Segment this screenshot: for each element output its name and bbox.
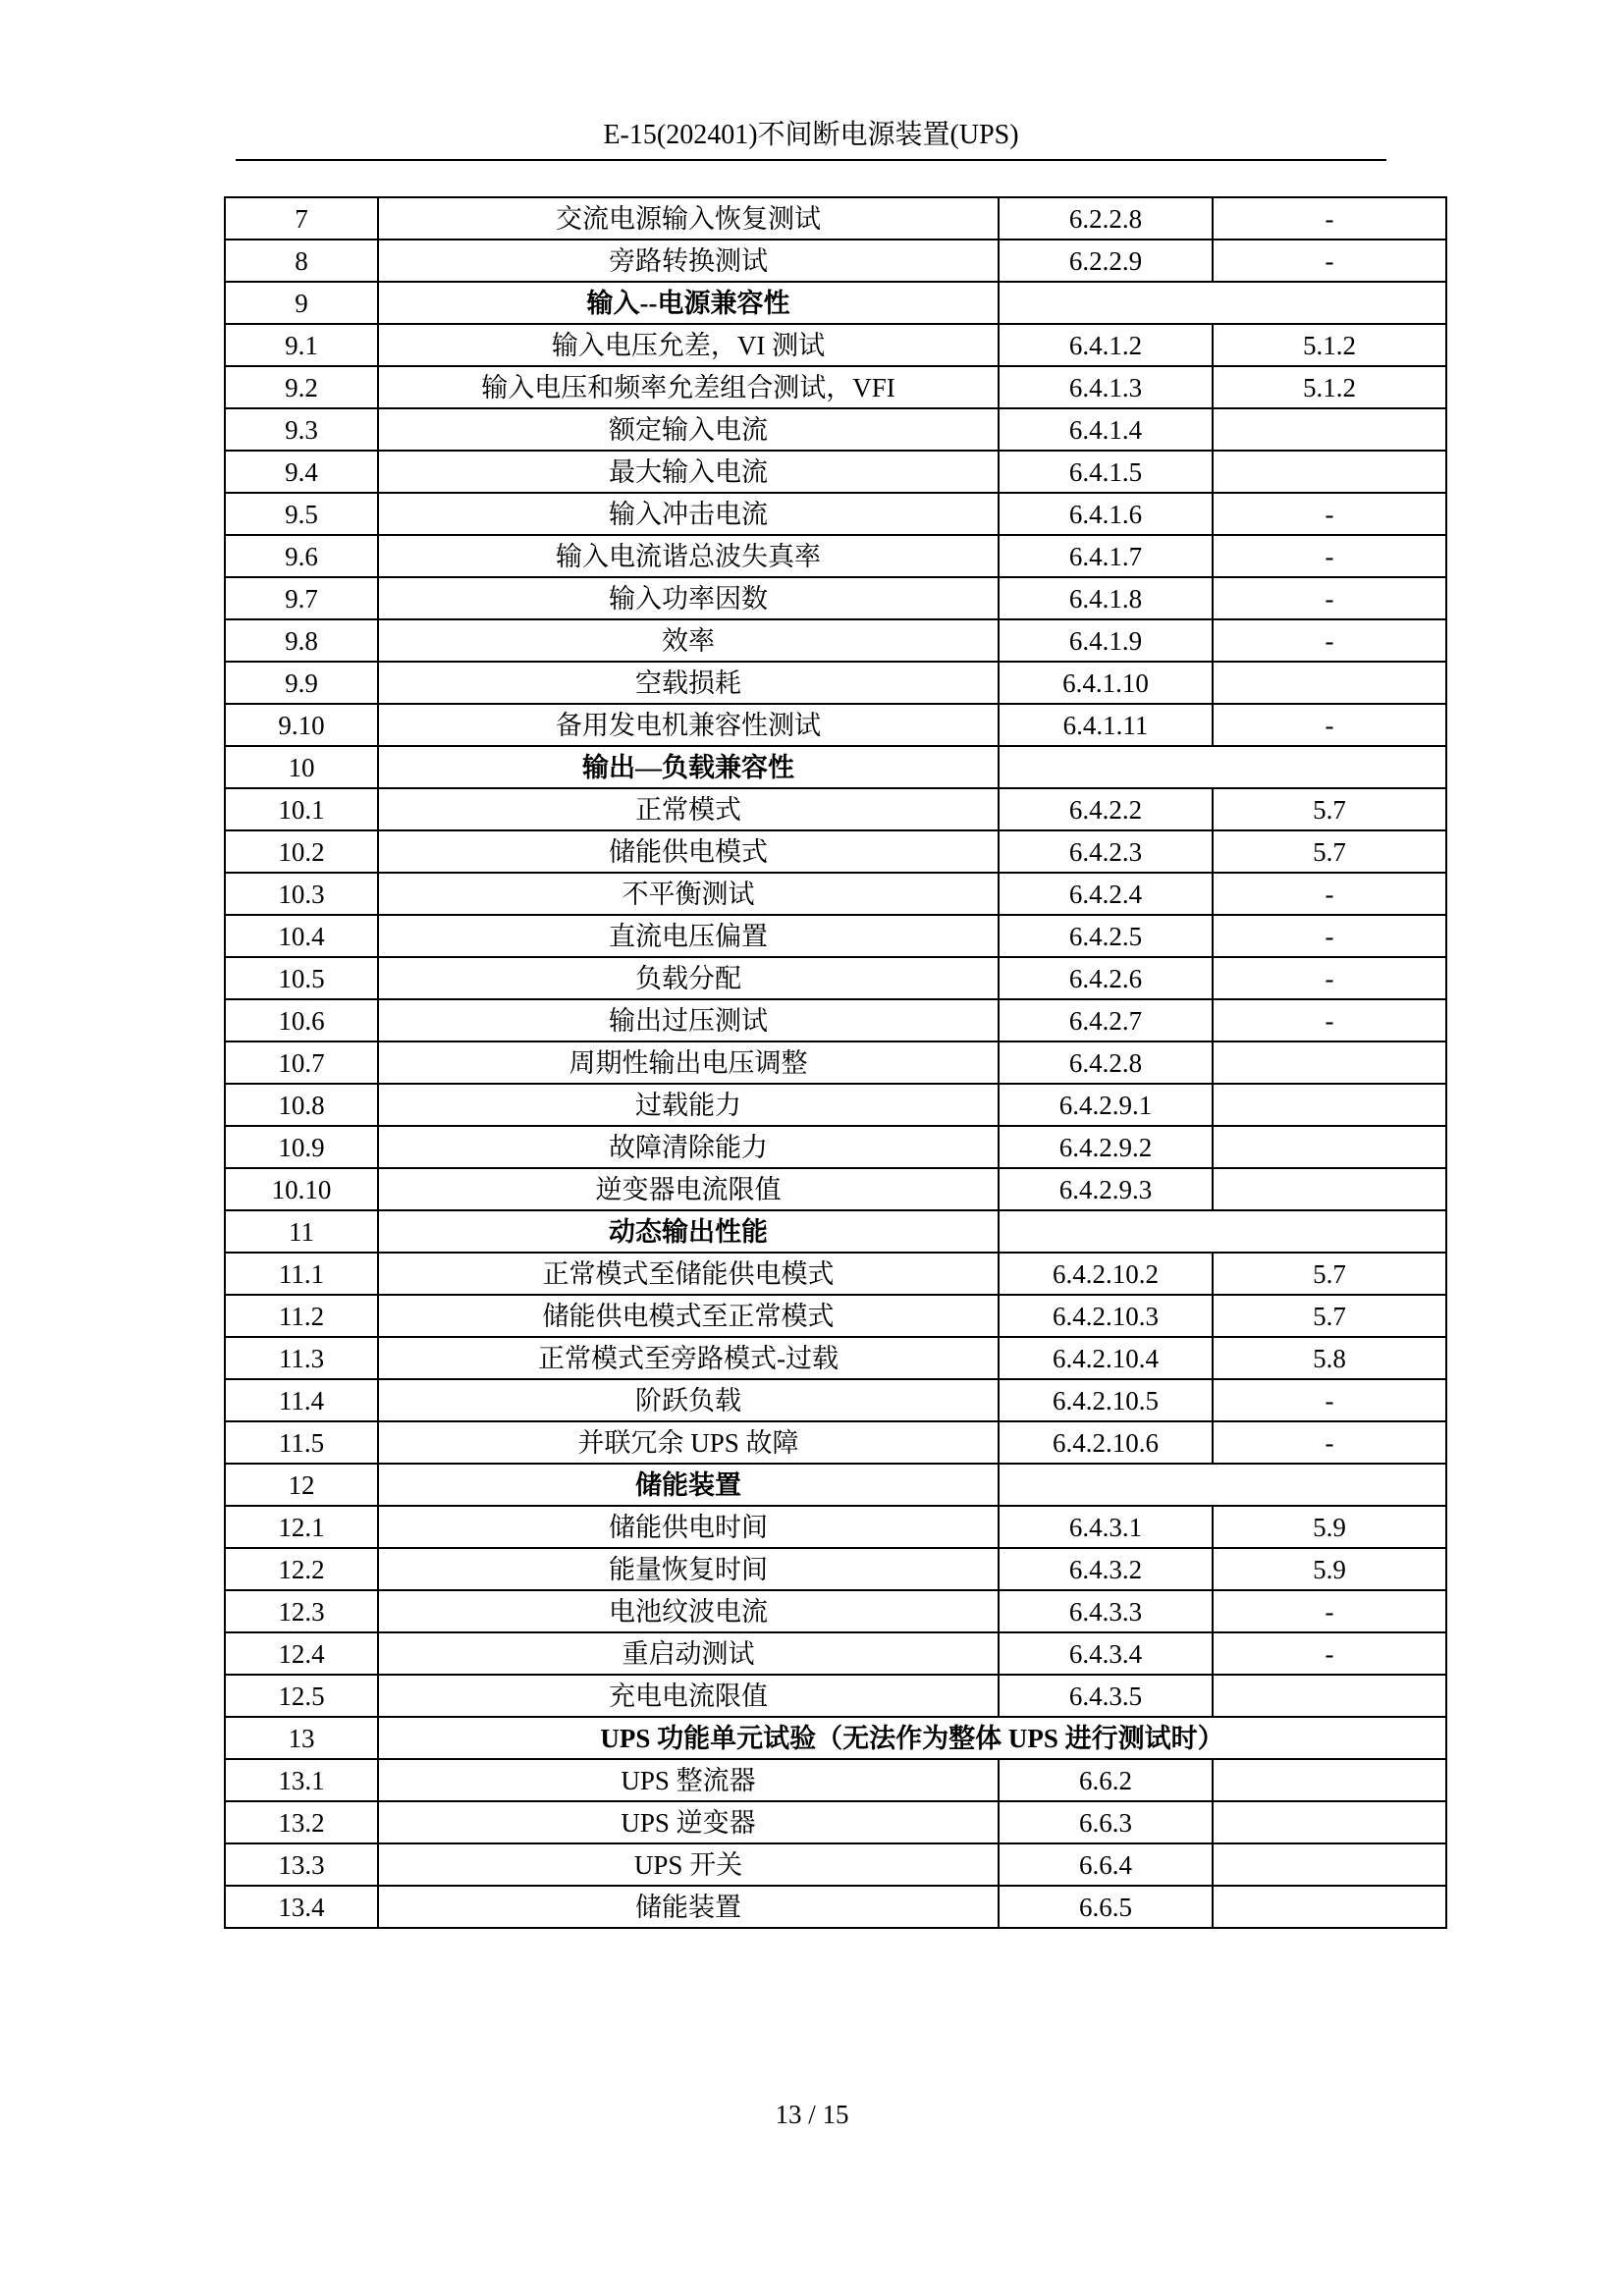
header-divider bbox=[236, 159, 1386, 161]
item-name-cell: 充电电流限值 bbox=[378, 1675, 999, 1717]
reference-cell: - bbox=[1213, 957, 1446, 999]
item-name-cell: 交流电源输入恢复测试 bbox=[378, 197, 999, 240]
reference-cell bbox=[1213, 1886, 1446, 1928]
item-number-cell: 10.5 bbox=[225, 957, 378, 999]
item-number-cell: 10.7 bbox=[225, 1041, 378, 1084]
table-row bbox=[225, 1506, 1446, 1548]
section-title-cell: 储能装置 bbox=[378, 1464, 999, 1506]
item-name-cell: 正常模式至旁路模式-过载 bbox=[378, 1337, 999, 1379]
item-number-cell: 7 bbox=[225, 197, 378, 240]
clause-cell: 6.6.5 bbox=[999, 1886, 1213, 1928]
item-name-cell: 效率 bbox=[378, 619, 999, 662]
item-number-cell: 12 bbox=[225, 1464, 378, 1506]
item-number-cell: 12.3 bbox=[225, 1590, 378, 1632]
item-name-cell: 储能供电模式 bbox=[378, 830, 999, 873]
clause-cell: 6.4.1.8 bbox=[999, 577, 1213, 619]
table-row bbox=[225, 830, 1446, 873]
reference-cell: 5.7 bbox=[1213, 1295, 1446, 1337]
item-number-cell: 13.3 bbox=[225, 1843, 378, 1886]
table-row bbox=[225, 999, 1446, 1041]
table-row bbox=[225, 493, 1446, 535]
item-name-cell: 直流电压偏置 bbox=[378, 915, 999, 957]
item-number-cell: 9.7 bbox=[225, 577, 378, 619]
section-blank-cell bbox=[999, 1210, 1446, 1253]
item-number-cell: 12.2 bbox=[225, 1548, 378, 1590]
item-name-cell: 电池纹波电流 bbox=[378, 1590, 999, 1632]
item-name-cell: 输出过压测试 bbox=[378, 999, 999, 1041]
table-row bbox=[225, 619, 1446, 662]
reference-cell: - bbox=[1213, 1632, 1446, 1675]
clause-cell: 6.4.1.7 bbox=[999, 535, 1213, 577]
item-number-cell: 10.6 bbox=[225, 999, 378, 1041]
item-number-cell: 13.1 bbox=[225, 1759, 378, 1801]
item-name-cell: 逆变器电流限值 bbox=[378, 1168, 999, 1210]
clause-cell: 6.2.2.9 bbox=[999, 240, 1213, 282]
section-title-cell: 输出—负载兼容性 bbox=[378, 746, 999, 788]
table-row bbox=[225, 1337, 1446, 1379]
reference-cell: - bbox=[1213, 619, 1446, 662]
item-number-cell: 9.9 bbox=[225, 662, 378, 704]
table-row bbox=[225, 873, 1446, 915]
item-name-cell: 过载能力 bbox=[378, 1084, 999, 1126]
clause-cell: 6.4.2.10.6 bbox=[999, 1421, 1213, 1464]
test-items-table bbox=[224, 196, 1447, 1929]
table-row bbox=[225, 1632, 1446, 1675]
item-name-cell: UPS 整流器 bbox=[378, 1759, 999, 1801]
table-row bbox=[225, 788, 1446, 830]
table-row bbox=[225, 704, 1446, 746]
section-blank-cell bbox=[999, 282, 1446, 324]
reference-cell: - bbox=[1213, 197, 1446, 240]
page-header-title: E-15(202401)不间断电源装置(UPS) bbox=[603, 120, 1019, 150]
table-row bbox=[225, 1801, 1446, 1843]
section-title-cell: 动态输出性能 bbox=[378, 1210, 999, 1253]
reference-cell: - bbox=[1213, 873, 1446, 915]
clause-cell: 6.4.1.4 bbox=[999, 408, 1213, 451]
item-number-cell: 11.3 bbox=[225, 1337, 378, 1379]
item-number-cell: 9.4 bbox=[225, 451, 378, 493]
reference-cell: - bbox=[1213, 1421, 1446, 1464]
item-number-cell: 8 bbox=[225, 240, 378, 282]
item-number-cell: 12.1 bbox=[225, 1506, 378, 1548]
table-section-row bbox=[225, 282, 1446, 324]
item-number-cell: 9.3 bbox=[225, 408, 378, 451]
table-row bbox=[225, 915, 1446, 957]
item-name-cell: 空载损耗 bbox=[378, 662, 999, 704]
item-name-cell: 周期性输出电压调整 bbox=[378, 1041, 999, 1084]
item-number-cell: 10 bbox=[225, 746, 378, 788]
item-number-cell: 13.2 bbox=[225, 1801, 378, 1843]
reference-cell: - bbox=[1213, 1379, 1446, 1421]
item-number-cell: 12.5 bbox=[225, 1675, 378, 1717]
reference-cell: - bbox=[1213, 577, 1446, 619]
clause-cell: 6.4.1.5 bbox=[999, 451, 1213, 493]
reference-cell: 5.9 bbox=[1213, 1548, 1446, 1590]
table-section-row bbox=[225, 1210, 1446, 1253]
item-name-cell: 输入冲击电流 bbox=[378, 493, 999, 535]
table-row bbox=[225, 1126, 1446, 1168]
item-number-cell: 13.4 bbox=[225, 1886, 378, 1928]
table-row bbox=[225, 957, 1446, 999]
table-row bbox=[225, 1379, 1446, 1421]
clause-cell: 6.4.2.3 bbox=[999, 830, 1213, 873]
item-number-cell: 10.10 bbox=[225, 1168, 378, 1210]
reference-cell bbox=[1213, 1759, 1446, 1801]
table-row bbox=[225, 1675, 1446, 1717]
table-row bbox=[225, 662, 1446, 704]
item-name-cell: 正常模式 bbox=[378, 788, 999, 830]
item-number-cell: 10.9 bbox=[225, 1126, 378, 1168]
table-row bbox=[225, 1295, 1446, 1337]
item-name-cell: UPS 开关 bbox=[378, 1843, 999, 1886]
table-row bbox=[225, 577, 1446, 619]
page-number: 13 / 15 bbox=[775, 2100, 849, 2129]
clause-cell: 6.4.2.7 bbox=[999, 999, 1213, 1041]
clause-cell: 6.4.2.9.1 bbox=[999, 1084, 1213, 1126]
table-row bbox=[225, 1548, 1446, 1590]
reference-cell: 5.1.2 bbox=[1213, 324, 1446, 366]
item-number-cell: 11 bbox=[225, 1210, 378, 1253]
clause-cell: 6.4.2.2 bbox=[999, 788, 1213, 830]
item-number-cell: 10.3 bbox=[225, 873, 378, 915]
clause-cell: 6.6.2 bbox=[999, 1759, 1213, 1801]
item-name-cell: 输入功率因数 bbox=[378, 577, 999, 619]
item-name-cell: 储能供电模式至正常模式 bbox=[378, 1295, 999, 1337]
item-number-cell: 11.2 bbox=[225, 1295, 378, 1337]
item-number-cell: 9.5 bbox=[225, 493, 378, 535]
clause-cell: 6.4.1.11 bbox=[999, 704, 1213, 746]
reference-cell bbox=[1213, 408, 1446, 451]
reference-cell: - bbox=[1213, 535, 1446, 577]
clause-cell: 6.4.2.9.2 bbox=[999, 1126, 1213, 1168]
reference-cell: - bbox=[1213, 704, 1446, 746]
reference-cell: - bbox=[1213, 493, 1446, 535]
table-row bbox=[225, 324, 1446, 366]
clause-cell: 6.4.1.9 bbox=[999, 619, 1213, 662]
item-name-cell: 旁路转换测试 bbox=[378, 240, 999, 282]
item-number-cell: 9.8 bbox=[225, 619, 378, 662]
item-number-cell: 9.2 bbox=[225, 366, 378, 408]
section-blank-cell bbox=[999, 746, 1446, 788]
test-items-table-body bbox=[225, 197, 1446, 1928]
table-row bbox=[225, 408, 1446, 451]
clause-cell: 6.4.3.5 bbox=[999, 1675, 1213, 1717]
clause-cell: 6.4.2.5 bbox=[999, 915, 1213, 957]
clause-cell: 6.4.1.2 bbox=[999, 324, 1213, 366]
clause-cell: 6.4.1.6 bbox=[999, 493, 1213, 535]
item-name-cell: 备用发电机兼容性测试 bbox=[378, 704, 999, 746]
clause-cell: 6.4.2.4 bbox=[999, 873, 1213, 915]
clause-cell: 6.4.2.10.2 bbox=[999, 1253, 1213, 1295]
clause-cell: 6.4.3.2 bbox=[999, 1548, 1213, 1590]
reference-cell: 5.1.2 bbox=[1213, 366, 1446, 408]
reference-cell: - bbox=[1213, 240, 1446, 282]
item-number-cell: 10.1 bbox=[225, 788, 378, 830]
item-number-cell: 9.10 bbox=[225, 704, 378, 746]
clause-cell: 6.4.2.10.3 bbox=[999, 1295, 1213, 1337]
section-blank-cell bbox=[999, 1464, 1446, 1506]
item-number-cell: 12.4 bbox=[225, 1632, 378, 1675]
reference-cell bbox=[1213, 1843, 1446, 1886]
item-number-cell: 11.5 bbox=[225, 1421, 378, 1464]
table-row bbox=[225, 1886, 1446, 1928]
clause-cell: 6.4.3.1 bbox=[999, 1506, 1213, 1548]
item-name-cell: 输入电压和频率允差组合测试，VFI bbox=[378, 366, 999, 408]
item-number-cell: 9.1 bbox=[225, 324, 378, 366]
item-number-cell: 9.6 bbox=[225, 535, 378, 577]
table-row bbox=[225, 1843, 1446, 1886]
table-row bbox=[225, 1590, 1446, 1632]
clause-cell: 6.4.3.3 bbox=[999, 1590, 1213, 1632]
item-name-cell: 负载分配 bbox=[378, 957, 999, 999]
table-row bbox=[225, 1759, 1446, 1801]
table-row bbox=[225, 366, 1446, 408]
reference-cell: 5.9 bbox=[1213, 1506, 1446, 1548]
item-number-cell: 10.8 bbox=[225, 1084, 378, 1126]
reference-cell bbox=[1213, 1041, 1446, 1084]
item-number-cell: 9 bbox=[225, 282, 378, 324]
item-name-cell: 最大输入电流 bbox=[378, 451, 999, 493]
clause-cell: 6.4.2.10.5 bbox=[999, 1379, 1213, 1421]
item-number-cell: 10.2 bbox=[225, 830, 378, 873]
item-name-cell: 故障清除能力 bbox=[378, 1126, 999, 1168]
item-number-cell: 10.4 bbox=[225, 915, 378, 957]
section-title-cell: 输入--电源兼容性 bbox=[378, 282, 999, 324]
reference-cell: 5.8 bbox=[1213, 1337, 1446, 1379]
clause-cell: 6.4.1.3 bbox=[999, 366, 1213, 408]
clause-cell: 6.4.2.9.3 bbox=[999, 1168, 1213, 1210]
reference-cell: - bbox=[1213, 1590, 1446, 1632]
item-number-cell: 11.4 bbox=[225, 1379, 378, 1421]
item-name-cell: 输入电压允差，VI 测试 bbox=[378, 324, 999, 366]
table-row bbox=[225, 1041, 1446, 1084]
table-row bbox=[225, 240, 1446, 282]
item-name-cell: 正常模式至储能供电模式 bbox=[378, 1253, 999, 1295]
table-row bbox=[225, 1253, 1446, 1295]
clause-cell: 6.6.3 bbox=[999, 1801, 1213, 1843]
item-number-cell: 13 bbox=[225, 1717, 378, 1759]
table-row bbox=[225, 451, 1446, 493]
item-name-cell: 重启动测试 bbox=[378, 1632, 999, 1675]
table-row bbox=[225, 197, 1446, 240]
table-row bbox=[225, 1168, 1446, 1210]
clause-cell: 6.4.1.10 bbox=[999, 662, 1213, 704]
clause-cell: 6.4.2.10.4 bbox=[999, 1337, 1213, 1379]
clause-cell: 6.4.2.8 bbox=[999, 1041, 1213, 1084]
reference-cell: 5.7 bbox=[1213, 1253, 1446, 1295]
item-name-cell: 储能供电时间 bbox=[378, 1506, 999, 1548]
item-name-cell: 不平衡测试 bbox=[378, 873, 999, 915]
item-name-cell: 额定输入电流 bbox=[378, 408, 999, 451]
reference-cell bbox=[1213, 1084, 1446, 1126]
reference-cell bbox=[1213, 662, 1446, 704]
item-name-cell: 阶跃负载 bbox=[378, 1379, 999, 1421]
reference-cell: - bbox=[1213, 999, 1446, 1041]
reference-cell bbox=[1213, 1801, 1446, 1843]
item-name-cell: UPS 逆变器 bbox=[378, 1801, 999, 1843]
item-name-cell: 输入电流谐总波失真率 bbox=[378, 535, 999, 577]
clause-cell: 6.2.2.8 bbox=[999, 197, 1213, 240]
reference-cell bbox=[1213, 1168, 1446, 1210]
clause-cell: 6.4.3.4 bbox=[999, 1632, 1213, 1675]
clause-cell: 6.4.2.6 bbox=[999, 957, 1213, 999]
table-row bbox=[225, 1421, 1446, 1464]
reference-cell: 5.7 bbox=[1213, 830, 1446, 873]
table-section-row bbox=[225, 746, 1446, 788]
reference-cell: - bbox=[1213, 915, 1446, 957]
table-row bbox=[225, 535, 1446, 577]
reference-cell: 5.7 bbox=[1213, 788, 1446, 830]
section-title-cell: UPS 功能单元试验（无法作为整体 UPS 进行测试时） bbox=[378, 1717, 1446, 1759]
table-section-row bbox=[225, 1717, 1446, 1759]
clause-cell: 6.6.4 bbox=[999, 1843, 1213, 1886]
item-name-cell: 并联冗余 UPS 故障 bbox=[378, 1421, 999, 1464]
table-section-row bbox=[225, 1464, 1446, 1506]
item-name-cell: 储能装置 bbox=[378, 1886, 999, 1928]
item-name-cell: 能量恢复时间 bbox=[378, 1548, 999, 1590]
table-row bbox=[225, 1084, 1446, 1126]
reference-cell bbox=[1213, 451, 1446, 493]
item-number-cell: 11.1 bbox=[225, 1253, 378, 1295]
reference-cell bbox=[1213, 1126, 1446, 1168]
reference-cell bbox=[1213, 1675, 1446, 1717]
